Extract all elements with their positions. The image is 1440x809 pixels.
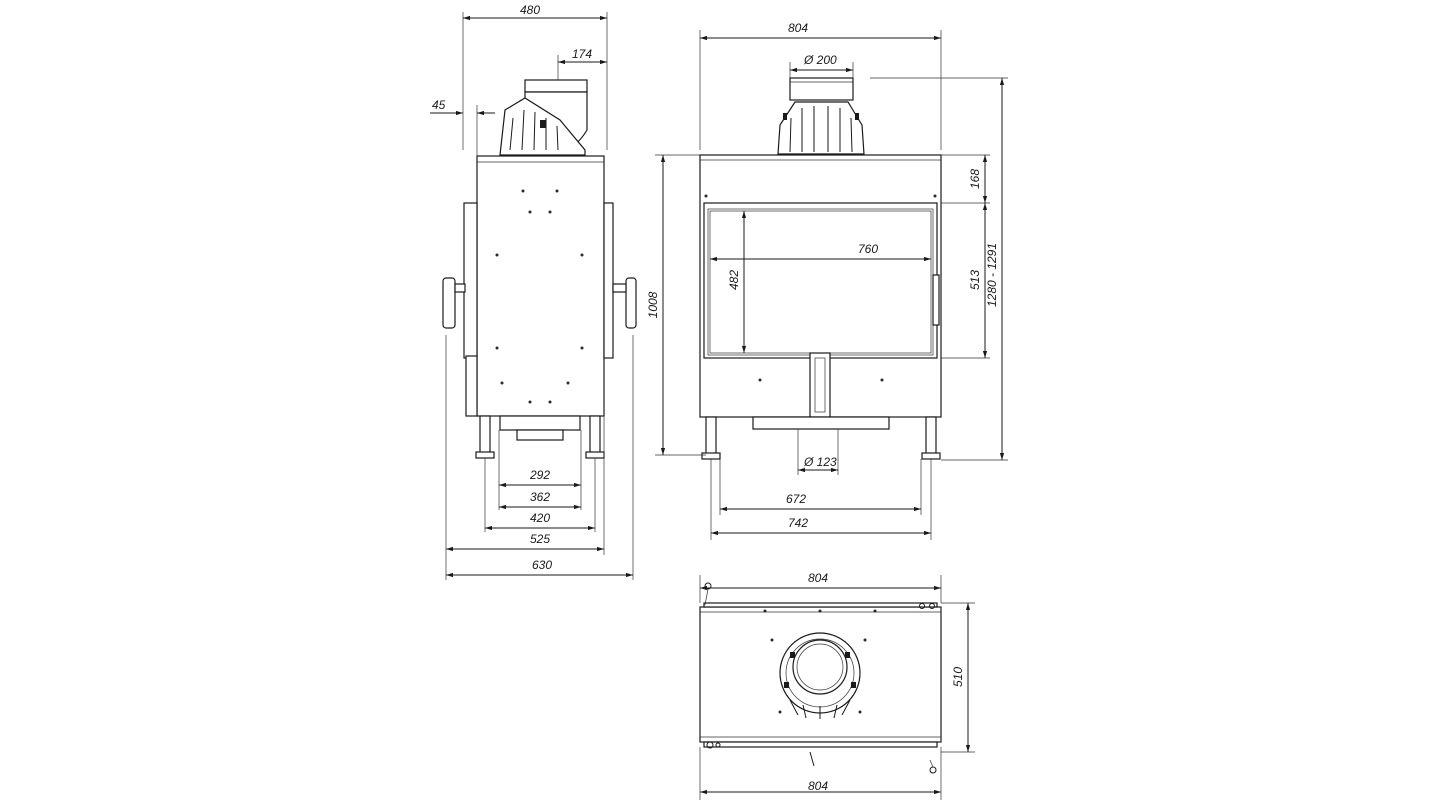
side-handle-right bbox=[626, 278, 636, 328]
dim-45: 45 bbox=[432, 98, 446, 112]
dim-672: 672 bbox=[786, 492, 807, 506]
dim-525: 525 bbox=[530, 532, 551, 546]
dim-1008: 1008 bbox=[646, 291, 660, 319]
side-handle-left bbox=[443, 278, 455, 328]
dim-362: 362 bbox=[530, 490, 551, 504]
dim-292: 292 bbox=[530, 468, 551, 482]
dim-510: 510 bbox=[951, 666, 965, 688]
dim-420: 420 bbox=[530, 511, 551, 525]
top-view bbox=[700, 571, 975, 800]
front-view bbox=[646, 21, 1008, 540]
dim-804-front: 804 bbox=[788, 21, 809, 35]
dim-174: 174 bbox=[572, 47, 593, 61]
dim-flue-diameter: Ø 200 bbox=[804, 53, 837, 67]
side-body bbox=[477, 156, 604, 416]
dim-total-height: 1280 - 1291 bbox=[985, 242, 999, 308]
dim-168: 168 bbox=[968, 168, 982, 190]
side-flue-elbow bbox=[500, 80, 587, 155]
dim-513: 513 bbox=[968, 269, 982, 291]
dim-804-bottom: 804 bbox=[808, 779, 829, 793]
dim-760: 760 bbox=[858, 242, 879, 256]
dim-482: 482 bbox=[727, 269, 741, 291]
dim-742: 742 bbox=[788, 516, 809, 530]
front-flue bbox=[778, 78, 864, 154]
dim-804-top: 804 bbox=[808, 571, 829, 585]
dim-630: 630 bbox=[532, 558, 553, 572]
side-view bbox=[430, 3, 636, 580]
dim-480: 480 bbox=[520, 3, 541, 17]
dim-air-inlet: Ø 123 bbox=[804, 455, 837, 469]
